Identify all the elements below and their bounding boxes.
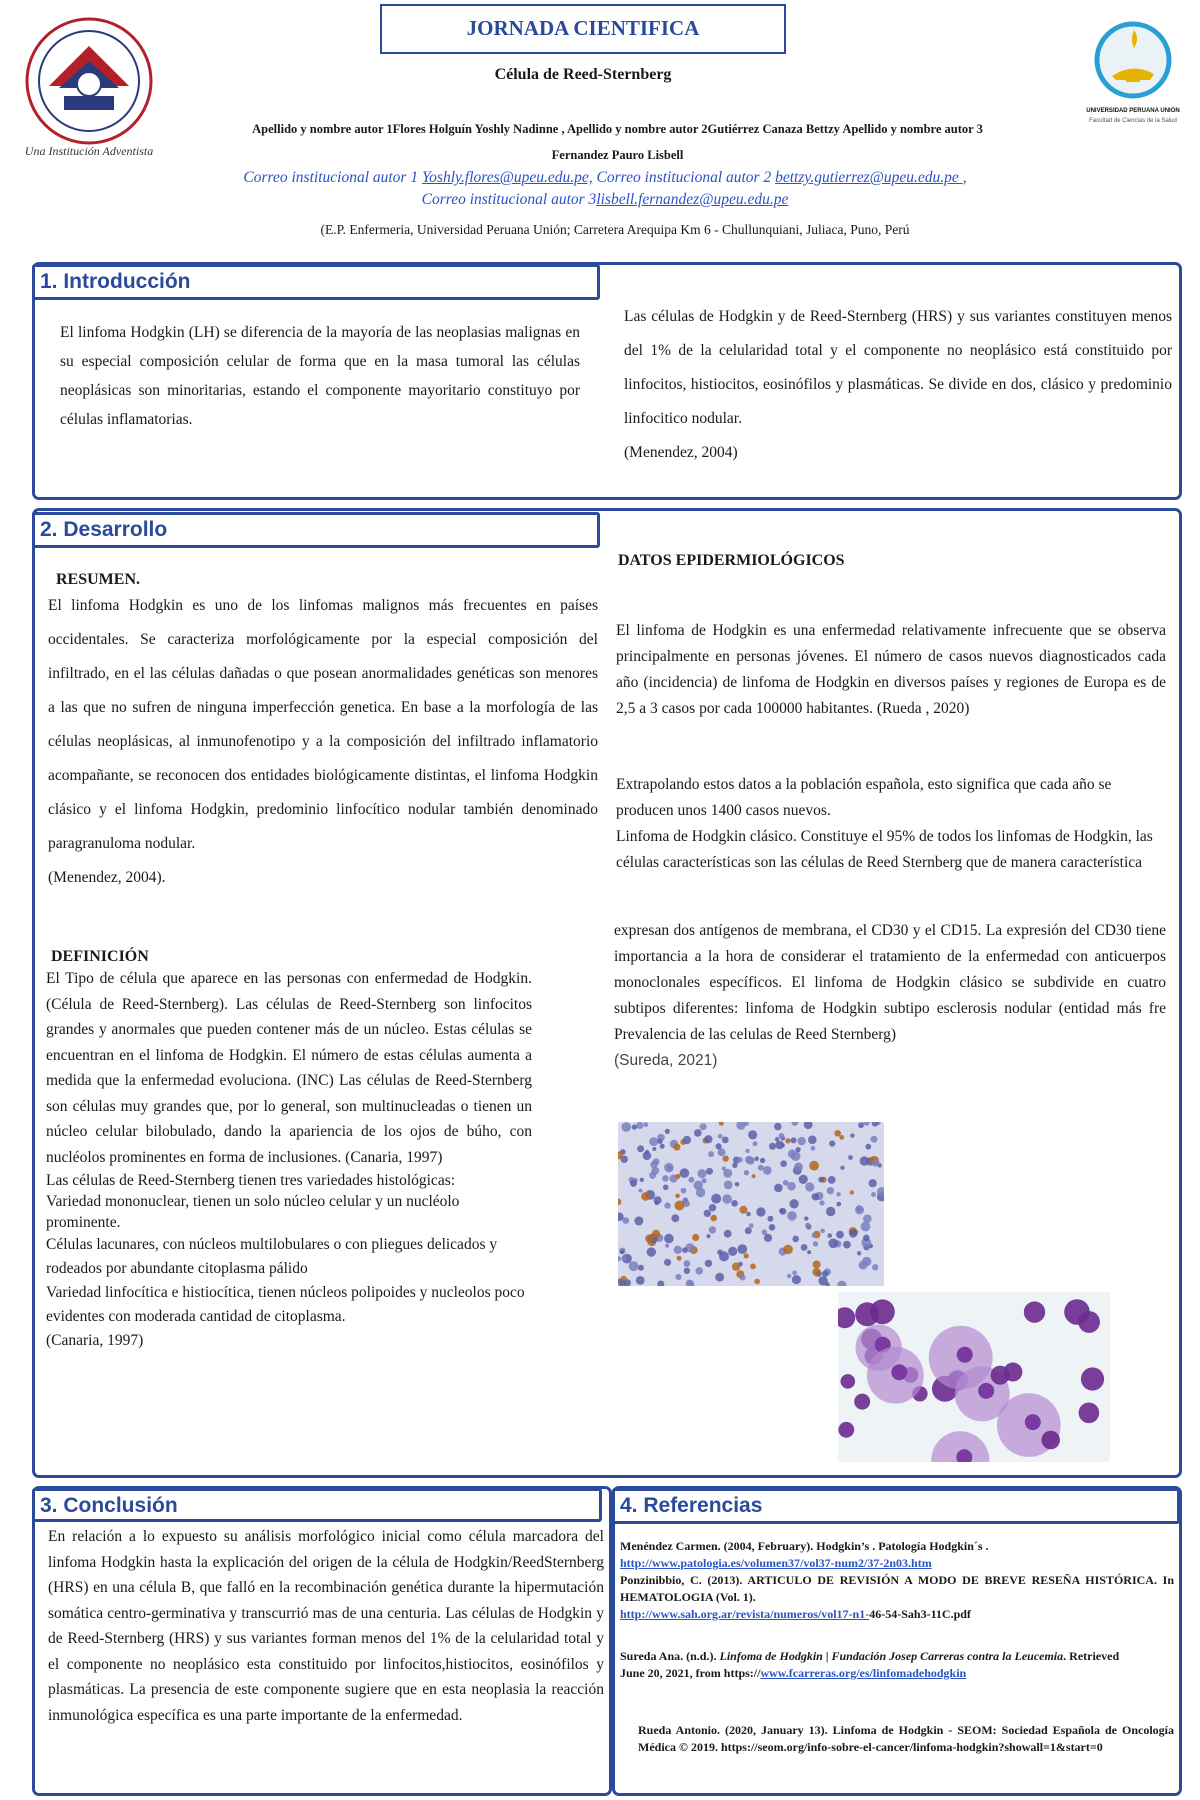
reference-2-link[interactable]: http://www.sah.org.ar/revista/numeros/vol17-n1- (620, 1607, 870, 1621)
epi-text-1: El linfoma de Hodgkin es una enfermedad relativamente infrecuente que se observa principalmente en personas jóvenes. El número de casos nuevos diagnosticados cada año (incidencia) de linfoma de Hodgkin en diversos países y regiones de Europa es de 2,5 a 3 casos por cada 100000 habitantes. (Rueda , 2020) (616, 622, 1166, 717)
reference-1 (620, 1538, 1174, 1572)
reference-2-text: Ponzinibbio, C. (2013). ARTICULO DE REVISIÓN A MODO DE BREVE RESEÑA HISTÓRICA. In HEMATOLOGIA (Vol. 1). (620, 1573, 1174, 1604)
definicion-body: El Tipo de célula que aparece en las personas con enfermedad de Hodgkin. (Célula de Reed-Sternberg). Las células de Reed-Sternberg son linfocitos grandes y anormales que pueden contener más de un núcleo. Estas células se encuentran en el linfoma de Hodgkin. El número de estas células aumenta a medida que la enfermedad evoluciona. (INC) Las células de Reed-Sternberg son células muy grandes que, por lo general, son multinucleadas o tienen un núcleo celular bilobulado, dando la apariencia de los ojos de búho, con nucléolos prominentes en forma de inclusiones. (Canaria, 1997) (46, 970, 532, 1166)
nursing-logo (1082, 8, 1184, 128)
epi-extrapolation: Extrapolando estos datos a la población española, esto significa que cada año se producen unos 1400 casos nuevos. (616, 776, 1112, 819)
conclusion-text: En relación a lo expuesto su análisis morfológico inicial como célula marcadora del linfoma Hodgkin hasta la explicación del origen de la célula de Hodgkin/ReedSternberg (HRS) en una célula B, que falló en la recombinación genética durante la hipermutación somática centro-germinativa y transcurrió mas de una centuria. Las células de Hodgkin y de Reed-Sternberg (HRS) y sus variantes forman menos del 1% de la celularidad total y el componente no neoplásico esta constituido por linfocitos,histiocitos, eosinófilos y plasmáticas. La presencia de este componente sugiere que en esta neoplasia la reacción inmunológica específica es una parte importante de la enfermedad. (48, 1528, 604, 1724)
resumen-text (48, 589, 598, 895)
resumen-title: RESUMEN. (56, 571, 141, 588)
reference-3-retrieved: . Retrieved June 20, 2021, from https:// (620, 1649, 1120, 1680)
resumen-body: El linfoma Hodgkin es uno de los linfomas malignos más frecuentes en países occidentales. Se caracteriza morfológicamente por la especial composición del infiltrado, en el las células dañadas o que posean anormalidades genéticas son menores a las que no sufren de ninguna imperfección genetica. En base a la morfología de las células neoplásicas, al inmunofenotipo y a la composición del infiltrado inflamatorio acompañante, se reconocen dos entidades biológicamente distintas, el linfoma Hodgkin clásico y el linfoma Hodgkin, predominio linfocítico nodular también denominado paragranuloma nodular. (48, 597, 598, 852)
email-link-3[interactable]: lisbell.fernandez@upeu.edu.pe (596, 191, 789, 208)
page-title: JORNADA CIENTIFICA (380, 4, 786, 54)
reference-2-tail: 46-54-Sah3-11C.pdf (869, 1607, 971, 1621)
email-label-2: Correo institucional autor 2 (592, 169, 776, 186)
intro-right-body: Las células de Hodgkin y de Reed-Sternberg (HRS) y sus variantes constituyen menos del 1% de la celularidad total y el componente no neoplásico está constituido por linfocitos, histiocitos, eosinófilos y plasmáticas. Se divide en dos, clásico y predominio linfocitico nodular. (624, 308, 1172, 427)
variedad-linfocitica: Variedad linfocítica e histiocítica, tienen núcleos polipoides y nucleolos poco evidentes con moderada cantidad de citoplasma. (46, 1284, 525, 1325)
email-separator: , (962, 169, 967, 186)
authors-line-2: Fernandez Pauro Lisbell (551, 148, 684, 162)
reference-3-author: Sureda Ana. (n.d.). (620, 1649, 720, 1663)
reference-3-title: Linfoma de Hodgkin | Fundación Josep Carreras contra la Leucemia (719, 1649, 1064, 1663)
epi-cd30: expresan dos antígenos de membrana, el CD30 y el CD15. La expresión del CD30 tiene importancia a la hora de considerar el tratamiento de la enfermedad con anticuerpos monoclonales específicos. El linfoma de Hodgkin clásico se subdivide en cuatro subtipos diferentes: linfoma de Hodgkin subtipo esclerosis nodular (entidad más fre Prevalencia de las celulas de Reed Sternberg) (614, 922, 1166, 1043)
desarrollo-heading: 2. Desarrollo (32, 512, 600, 548)
epi-cite: (Sureda, 2021) (614, 1052, 718, 1069)
epi-classic: Linfoma de Hodgkin clásico. Constituye el 95% de todos los linfomas de Hodgkin, las células características son las células de Reed Sternberg que de manera característica (616, 828, 1153, 871)
email-label-3: Correo institucional autor 3 (421, 191, 597, 208)
reference-4: Rueda Antonio. (2020, January 13). Linfoma de Hodgkin - SEOM: Sociedad Española de Oncología Médica © 2019. https://seom.org/info-sobre-el-cancer/linfoma-hodgkin?showall=1&start=0 (638, 1723, 1174, 1754)
intro-right-cite: (Menendez, 2004) (624, 444, 738, 461)
ihc-microscopy-image (618, 1122, 884, 1286)
definicion-title: DEFINICIÓN (51, 948, 149, 965)
email-link-1[interactable]: Yoshly.flores@upeu.edu.pe, (421, 169, 593, 186)
intro-heading: 1. Introducción (32, 264, 600, 300)
email-link-2[interactable]: bettzy.gutierrez@upeu.edu.pe (775, 169, 963, 186)
variedades-intro: Las células de Reed-Sternberg tienen tres variedades histológicas: (46, 1172, 456, 1189)
epi-text-3 (614, 918, 1166, 1074)
authors (160, 116, 1075, 168)
reference-1-text: Menéndez Carmen. (2004, February). Hodgkin’s . Patología Hodgkin´s . (620, 1539, 989, 1553)
nursing-logo-name: UNIVERSIDAD PERUANA UNIÓN (1086, 108, 1180, 114)
epidemiologia-title: DATOS EPIDERMIOLÓGICOS (618, 552, 845, 569)
referencias-heading: 4. Referencias (612, 1488, 1180, 1524)
affiliation: (E.P. Enfermeria, Universidad Peruana Unión; Carretera Arequipa Km 6 - Chullunquiani, Juliaca, Puno, Perú (320, 222, 910, 237)
variedad-lacunar: Células lacunares, con núcleos multilobulares o con pliegues delicados y rodeados por abundante citoplasma pálido (46, 1236, 498, 1277)
variedad-mononuclear: Variedad mononuclear, tienen un solo núcleo celular y un nucléolo prominente. (46, 1193, 460, 1231)
university-logo (14, 16, 164, 166)
intro-right-text (624, 300, 1172, 470)
reference-3-link[interactable]: www.fcarreras.org/es/linfomadehodgkin (760, 1666, 967, 1680)
intro-left-text: El linfoma Hodgkin (LH) se diferencia de la mayoría de las neoplasias malignas en su especial composición celular de forma que en la masa tumoral las células neoplásicas son minoritarias, estando el componente mayoritario constituyo por células inflamatorias. (60, 324, 580, 428)
variedades-cite: (Canaria, 1997) (46, 1332, 144, 1349)
email-label-1: Correo institucional autor 1 (243, 169, 422, 186)
reference-1-link[interactable]: http://www.patologia.es/volumen37/vol37-num2/37-2n03.htm (620, 1556, 932, 1570)
reference-2 (620, 1572, 1174, 1623)
conclusion-heading: 3. Conclusión (32, 1488, 602, 1522)
tagline: Una Institución Adventista (24, 144, 154, 158)
nursing-logo-faculty: Facultad de Ciencias de la Salud (1089, 118, 1177, 124)
reference-3 (620, 1648, 1126, 1682)
reed-sternberg-smear-image (838, 1292, 1110, 1462)
epi-text-2 (616, 772, 1166, 876)
authors-line-1: Apellido y nombre autor 1Flores Holguín Yoshly Nadinne , Apellido y nombre autor 2Gutiérrez Canaza Bettzy Apellido y nombre autor 3 (252, 122, 983, 136)
definicion-text (46, 966, 532, 1353)
poster-subtitle: Célula de Reed-Sternberg (494, 66, 672, 83)
emails (140, 167, 1070, 211)
resumen-cite: (Menendez, 2004). (48, 869, 166, 886)
